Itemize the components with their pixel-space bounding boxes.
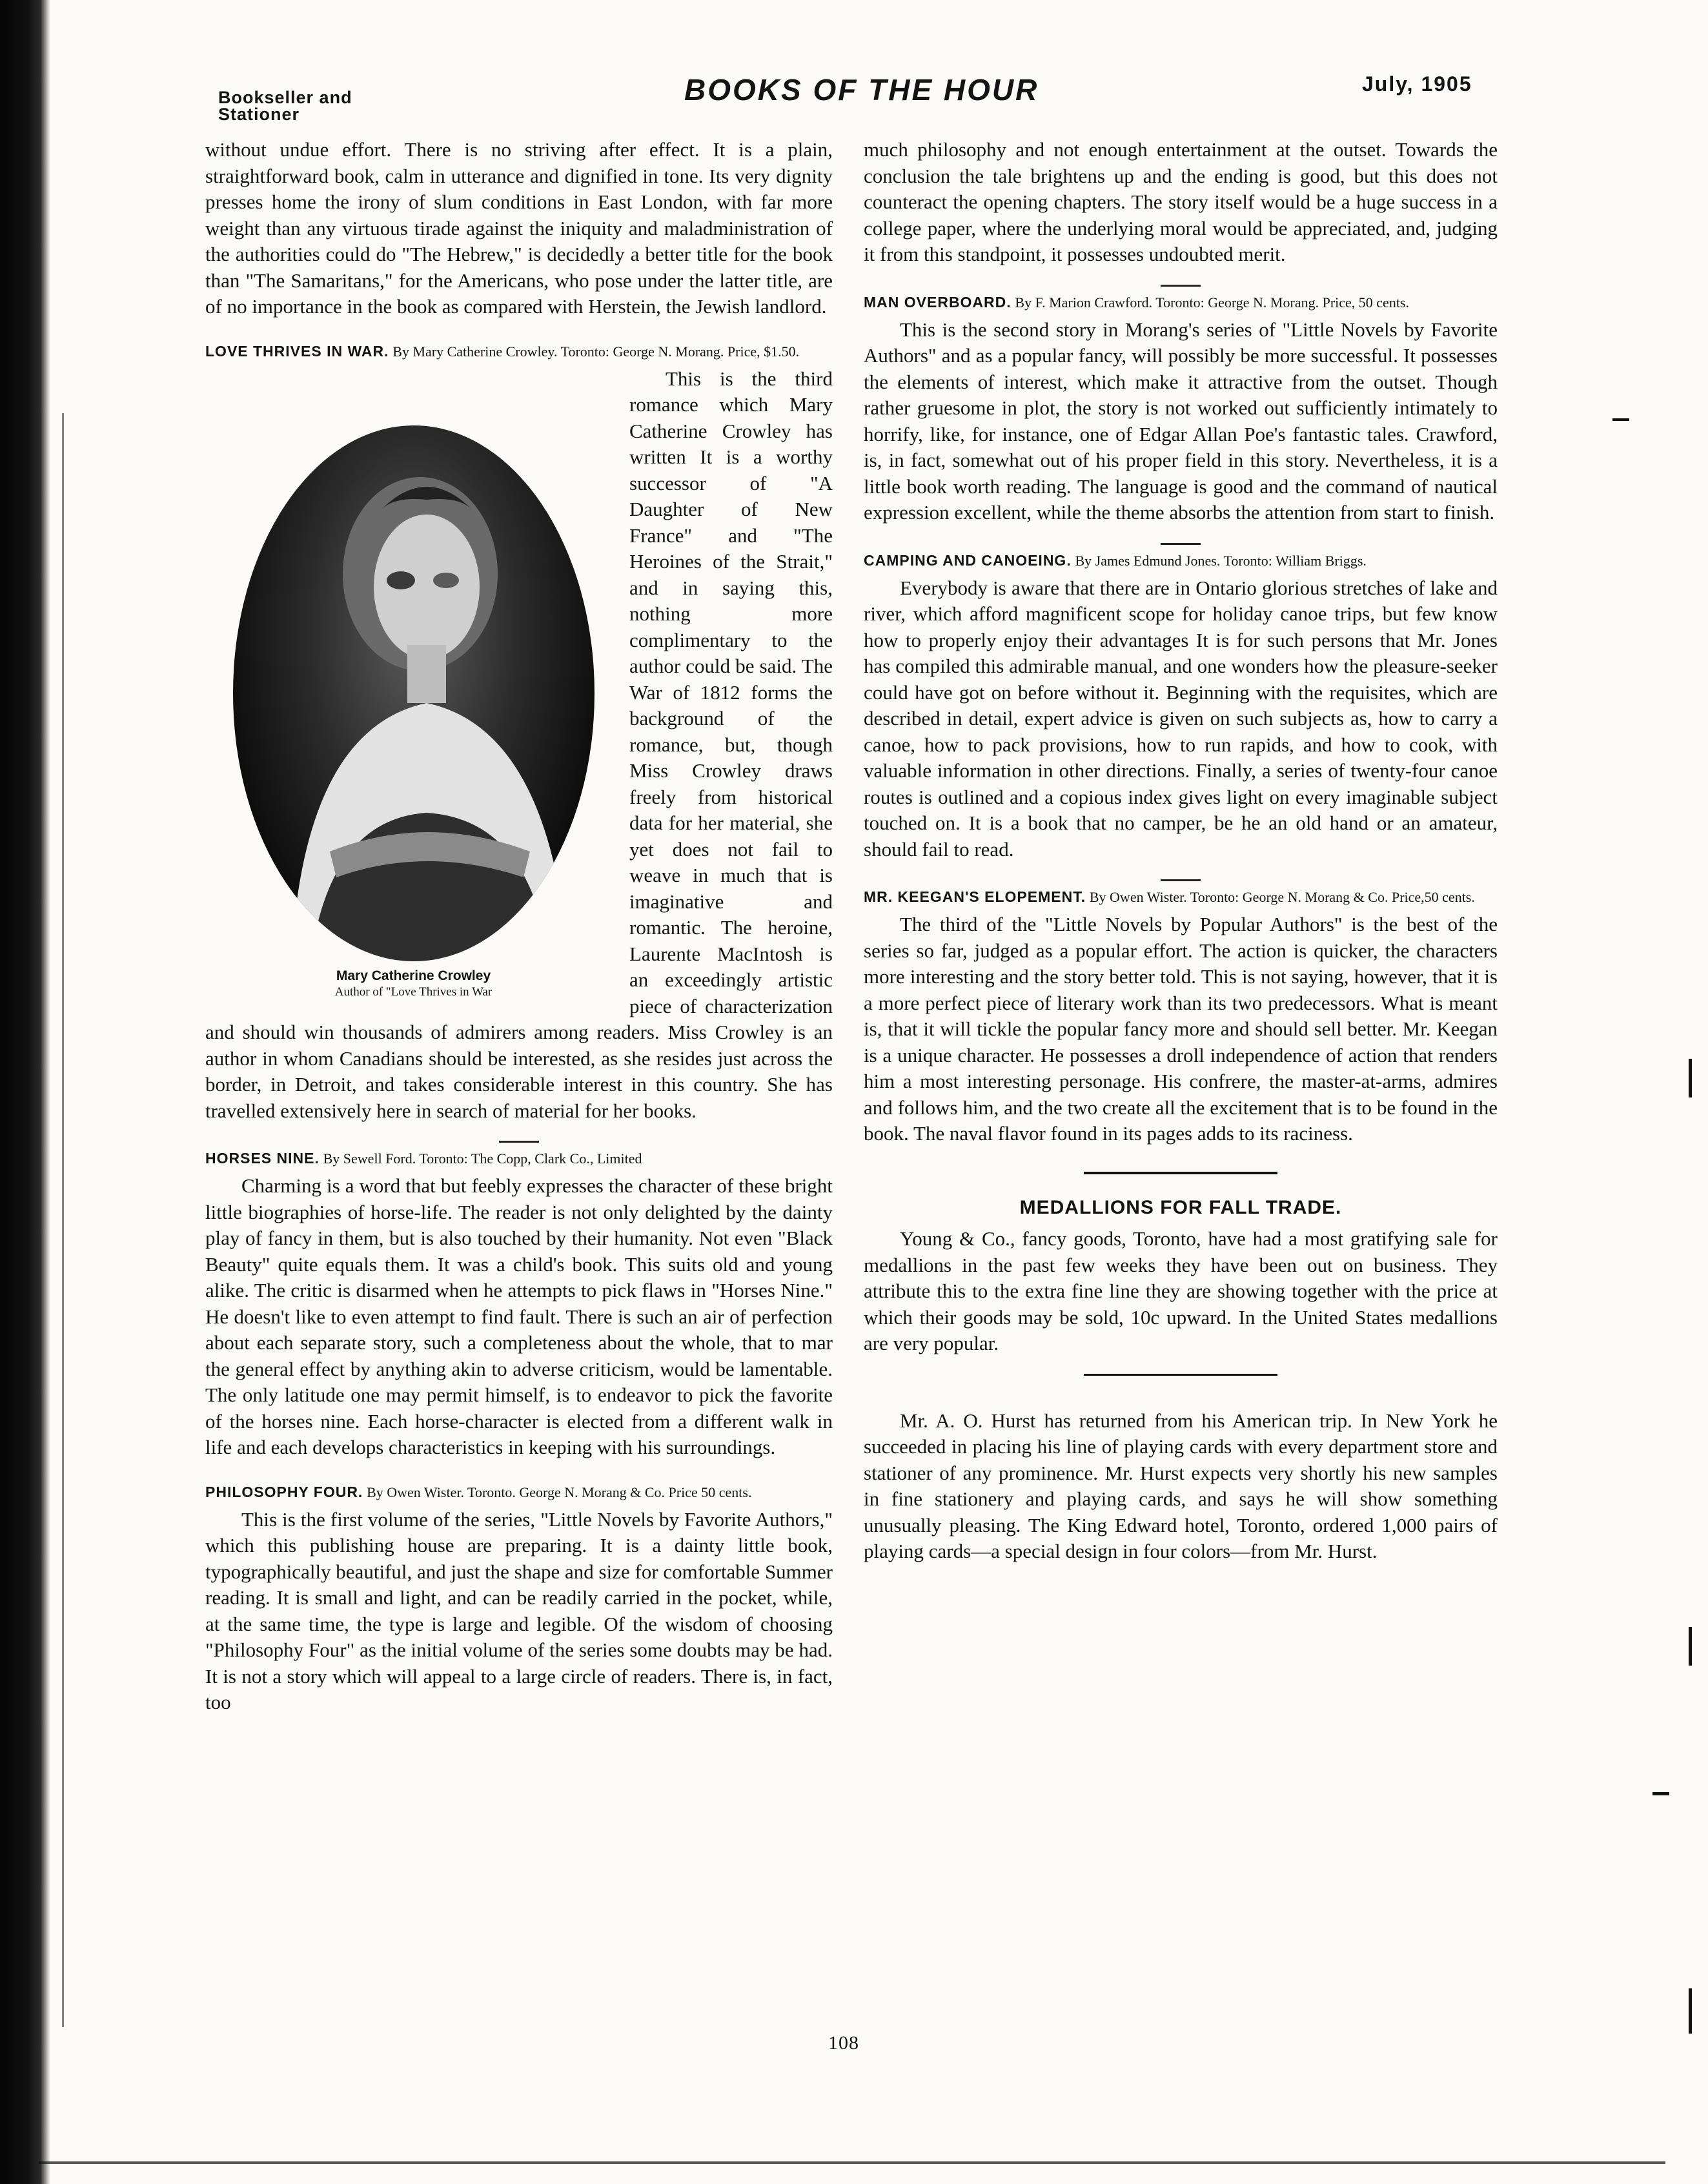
section-divider xyxy=(499,1141,539,1143)
header-date: July, 1905 xyxy=(1362,72,1472,96)
portrait-photo xyxy=(233,425,595,961)
binding-edge xyxy=(0,0,50,2184)
page-number: 108 xyxy=(828,2032,859,2054)
review-body: Everybody is aware that there are in Ontario glorious stretches of lake and river, which afford magnificent scope for holiday canoe trips, but few know how to properly enjoy their advantages It is for such persons that Mr. Jones has compiled this admirable manual, and one wonders how the pleasure-seeker could have got on before without it. Beginning with the requisites, which are described in detail, expert advice is given on such subjects as, how to carry a canoe, how to pack provisions, how to run rapids, and how to cook, with valuable information in other directions. Finally, a series of twenty-four canoe routes is outlined and a copious index gives light on every imaginable subject touched on. It is a book that no camper, be he an old hand or an amateur, should fail to read. xyxy=(864,576,1498,861)
review-byline: By Owen Wister. Toronto: George N. Morang & Co. Price,50 cents. xyxy=(1089,889,1475,905)
review-heading-philosophy xyxy=(205,1483,833,1502)
review-byline: By Mary Catherine Crowley. Toronto: George N. Morang. Price, $1.50. xyxy=(392,343,800,360)
scan-line xyxy=(62,413,64,2027)
review-body: This is the first volume of the series, "Little Novels by Favorite Authors," which this publishing house are preparing. It is a dainty little book, typographically beautiful, and just the shape and size for comfortable Summer reading. It is small and light, and can be readily carried in the pocket, while, at the same time, the type is large and legible. Of the wisdom of choosing "Philosophy Four" as the initial volume of the series some doubts may be had. It is not a story which will appeal to a large circle of readers. There is, in fact, too xyxy=(205,1507,833,1713)
review-heading-love xyxy=(205,342,833,361)
continued-review: much philosophy and not enough entertainment at the outset. Towards the conclusion the tale brightens up and the ending is good, but this does not counteract the opening chapters. The story itself would be a huge success in a college paper, where the underlying moral would be appreciated, and, judging it from this standpoint, it possesses undoubted merit. xyxy=(864,138,1498,265)
review-heading-camping xyxy=(864,551,1498,570)
review-title: LOVE THRIVES IN WAR. xyxy=(205,342,389,360)
news-body-hurst: Mr. A. O. Hurst has returned from his American trip. In New York he succeeded in placing his line of playing cards with every department store and stationer of any prominence. Mr. Hurst expects very shortly his new samples in fine stationery and playing cards, and says he will show something unusually pleasing. The King Edward hotel, Toronto, ordered 1,000 pairs of playing cards—a special design in four colors—from Mr. Hurst. xyxy=(864,1409,1498,1562)
news-body-medallions: Young & Co., fancy goods, Toronto, have had a most gratifying sale for medallions in the past few weeks they have been out on business. They attribute this to the extra fine line they are showing together with the price at which their goods may be sold, 10c upward. In the United States medallions are very popular. xyxy=(864,1227,1498,1354)
review-title: MAN OVERBOARD. xyxy=(864,293,1012,311)
section-rule xyxy=(1084,1374,1277,1376)
right-column xyxy=(864,137,1498,1565)
news-heading-medallions: MEDALLIONS FOR FALL TRADE. xyxy=(1019,1196,1342,1218)
section-divider xyxy=(1161,879,1201,881)
review-body: This is the second story in Morang's series of "Little Novels by Favorite Authors" and as a popular fancy, will possibly be more successful. It possesses the elements of interest, which make it attractive from the outset. Though rather gruesome in plot, the story is not worked out sufficiently intimately to horrify, like, for instance, one of Edgar Allan Poe's fantastic tales. Crawford, is, in fact, somewhat out of his proper field in this story. Nevertheless, it is a little book worth reading. The language is good and the command of nautical expression excellent, while the theme absorbs the attention from start to finish. xyxy=(864,318,1498,524)
review-heading-man xyxy=(864,293,1498,312)
header-publication: Bookseller and Stationer xyxy=(218,88,352,124)
review-byline: By Owen Wister. Toronto. George N. Morang & Co. Price 50 cents. xyxy=(367,1484,752,1500)
review-byline: By James Edmund Jones. Toronto: William Briggs. xyxy=(1075,552,1367,569)
page-header xyxy=(0,65,1708,123)
review-love xyxy=(205,366,833,1125)
bottom-scan-edge xyxy=(39,2161,1665,2164)
portrait-caption-name: Mary Catherine Crowley xyxy=(336,968,491,983)
section-rule xyxy=(1084,1172,1277,1174)
section-divider xyxy=(1161,285,1201,287)
review-body: The third of the "Little Novels by Popular Authors" is the best of the series so far, judged as a popular effort. The action is quicker, the characters more interesting and the story better told. This is not saying, however, that it is a more perfect piece of literary work than its two predecessors. What is meant is, that it will tickle the popular fancy more and should sell better. Mr. Keegan is a unique character. He possesses a droll independence of action that renders him a most interesting personage. His confrere, the master-at-arms, admires and follows him, and the two create all the excitement that is to be found in the book. The naval flavor found in its pages adds to its raciness. xyxy=(864,913,1498,1145)
review-body: Charming is a word that but feebly expresses the character of these bright little biographies of horse-life. The reader is not only delighted by the dainty play of fancy in them, but is also touched by their humanity. Not even "Black Beauty" quite equals them. It was a child's book. This suits old and young alike. The critic is disarmed when he attempts to pick flaws in "Horses Nine." He doesn't like to even attempt to find fault. There is such an air of perfection about each separate story, such a completeness about the whole, that to mar the general effect by anything akin to adverse criticism, would be lamentable. The only latitude one may permit himself, is to endeavor to pick the favorite of the horses nine. Each horse-character is elected from a different walk in life and each develops characteristics in keeping with his surroundings. xyxy=(205,1174,833,1458)
portrait-figure xyxy=(205,425,622,1000)
review-title: MR. KEEGAN'S ELOPEMENT. xyxy=(864,888,1086,905)
review-title: HORSES NINE. xyxy=(205,1150,320,1167)
portrait-caption-sub: Author of "Love Thrives in War xyxy=(334,985,493,999)
review-byline: By F. Marion Crawford. Toronto: George N. Morang. Price, 50 cents. xyxy=(1015,294,1409,311)
continued-review: without undue effort. There is no striving after effect. It is a plain, straightforward book, calm in utterance and dignified in tone. Its very dignity presses home the irony of slum conditions in East London, with far more weight than any virtuous tirade against the iniquity and maladministration of the authorities could do "The Hebrew," is decidedly a better title for the book than "The Samaritans," for the Americans, who pose under the latter title, are of no importance in the book as compared with Herstein, the Jewish landlord. xyxy=(205,138,833,318)
review-byline: By Sewell Ford. Toronto: The Copp, Clark Co., Limited xyxy=(323,1150,642,1167)
left-column xyxy=(205,137,833,1716)
review-heading-horses xyxy=(205,1149,833,1168)
review-heading-keegan xyxy=(864,888,1498,906)
review-body: This is the third romance which Mary Catherine Crowley has written It is a worthy successor of "A Daughter of New France" and "The Heroines of the Strait," and in saying this, nothing more complimentary to the author could be said. The War of 1812 forms the background of the romance, but, though Miss Crowley draws freely from historical data for her material, she yet does not fail to weave in much that is imaginative and romantic. The heroine, Laurente MacIntosh is an exceedingly artistic piece of characterization and should win thousands of admirers among readers. Miss Crowley is an author in whom Canadians should be interested, as she resides just across the border, in Detroit, and takes considerable interest in this country. She has travelled extensively here in search of material for her books. xyxy=(205,367,833,1122)
review-title: CAMPING AND CANOEING. xyxy=(864,551,1072,569)
header-title: BOOKS OF THE HOUR xyxy=(684,73,1039,107)
review-title: PHILOSOPHY FOUR. xyxy=(205,1483,363,1500)
portrait-illustration xyxy=(233,425,595,961)
section-divider xyxy=(1161,543,1201,545)
